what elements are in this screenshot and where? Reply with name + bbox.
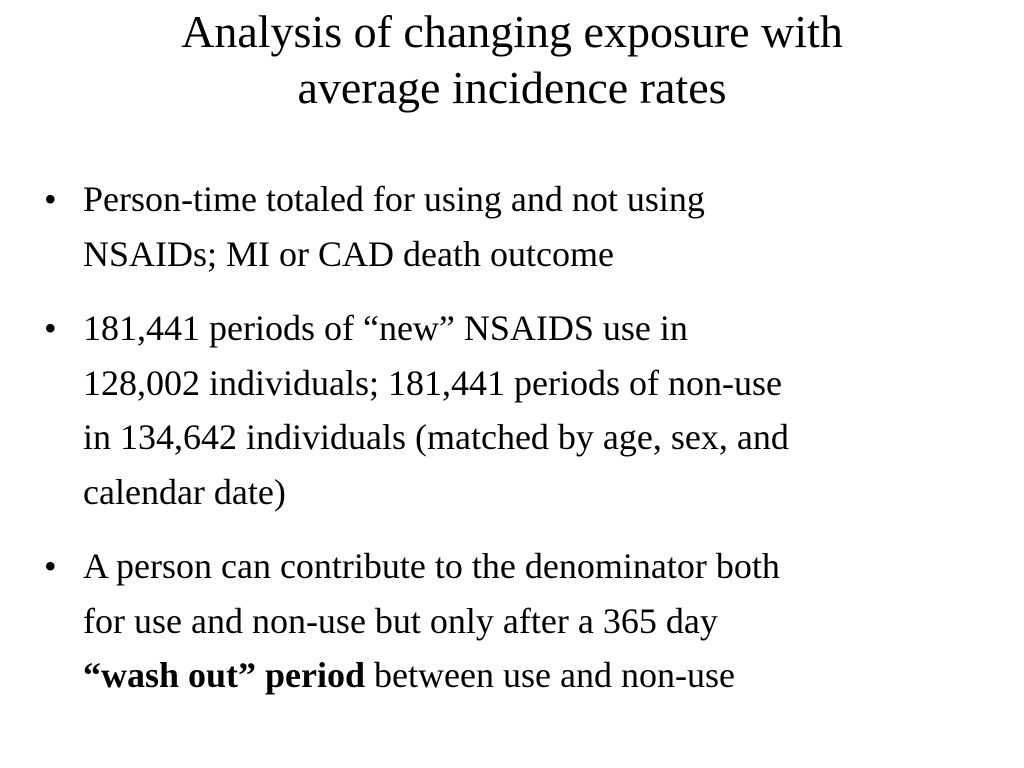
bullet-2-line-1: 181,441 periods of “new” NSAIDS use in <box>83 308 688 348</box>
bullet-3-line-2: for use and non-use but only after a 365 day <box>83 600 718 641</box>
bullet-2-line-3: in 134,642 individuals (matched by age, sex, and <box>83 417 789 457</box>
bullet-3-line-1: A person can contribute to the denominator both <box>83 546 780 586</box>
bullet-1-line-2: NSAIDs; MI or CAD death outcome <box>83 233 614 274</box>
wash-out-period-emphasis: “wash out” period <box>83 655 366 695</box>
bullet-marker: • <box>44 546 57 586</box>
slide-title-line-2: average incidence rates <box>297 62 727 113</box>
slide-title <box>40 4 984 116</box>
bullet-marker: • <box>44 179 57 219</box>
bullet-list <box>0 172 1024 723</box>
bullet-3-line-3 <box>83 648 984 703</box>
bullet-marker: • <box>44 308 57 348</box>
bullet-3-line-3-rest: between use and non-use <box>365 655 735 695</box>
bullet-item-periods <box>0 301 1024 519</box>
bullet-2-line-4: calendar date) <box>83 471 286 512</box>
bullet-item-person-time <box>0 172 1024 281</box>
bullet-1-line-1: Person-time totaled for using and not using <box>83 179 705 219</box>
bullet-item-denominator <box>0 539 1024 703</box>
slide-title-line-1: Analysis of changing exposure with <box>181 6 843 57</box>
bullet-2-line-2: 128,002 individuals; 181,441 periods of non-use <box>83 362 782 403</box>
